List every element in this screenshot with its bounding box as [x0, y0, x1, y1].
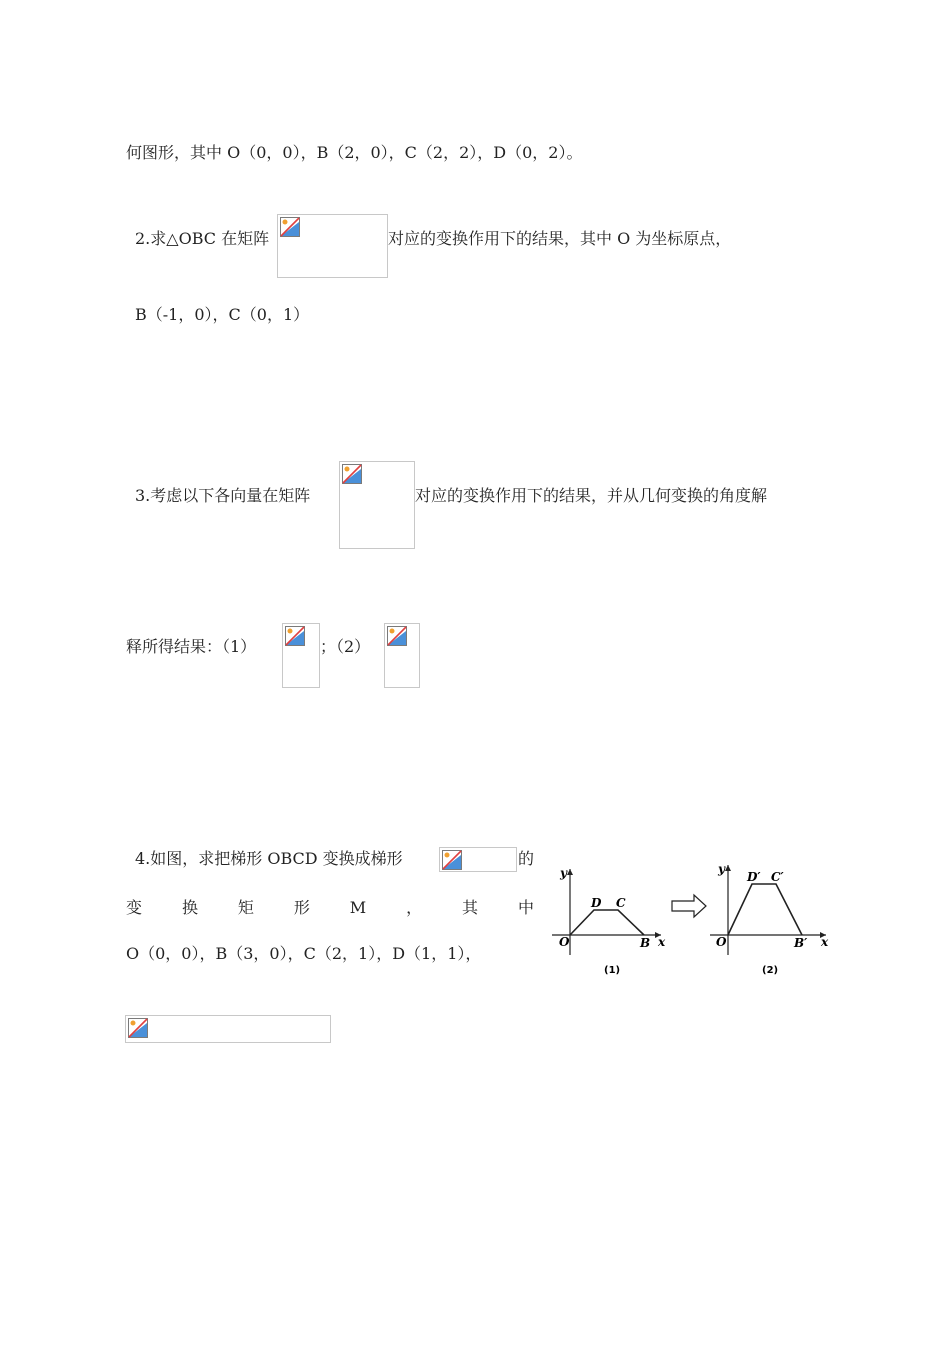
problem-3-separator: ；（2） — [320, 637, 371, 656]
char: 变 — [126, 898, 143, 917]
broken-image-icon — [442, 850, 462, 870]
matrix-image-3 — [339, 461, 415, 549]
char: 中 — [517, 898, 534, 917]
label-y: y — [560, 866, 567, 880]
label-d: D — [591, 896, 602, 910]
trapezoid-figure — [548, 855, 834, 983]
problem-4-text-b: 的 — [518, 849, 535, 868]
problem-4-justified-line — [126, 898, 534, 918]
figure-right — [710, 862, 829, 976]
label-d-prime: D′ — [747, 870, 761, 884]
label-c-prime: C′ — [771, 870, 784, 884]
trapezoid-name-image — [439, 847, 517, 872]
problem-3-text-c: 释所得结果：（1） — [126, 637, 257, 656]
figure-left — [552, 866, 666, 976]
y-axis-arrow — [567, 869, 573, 875]
caption-left: (1) — [604, 965, 621, 976]
broken-image-icon — [128, 1018, 148, 1038]
trapezoid-obcd — [570, 910, 644, 935]
label-c: C — [616, 896, 626, 910]
char: 其 — [462, 898, 479, 917]
broken-image-icon — [387, 626, 407, 646]
vector-image-2 — [384, 623, 420, 688]
char: 矩 — [237, 898, 254, 917]
problem-2-text-b: 对应的变换作用下的结果，其中 O 为坐标原点， — [388, 229, 732, 248]
caption-right: (2) — [762, 965, 779, 976]
problem-2-text-c: B（-1，0），C（0，1） — [135, 305, 310, 324]
label-o: O — [716, 935, 727, 949]
label-x: x — [821, 935, 829, 949]
char: 形 — [293, 898, 310, 917]
problem-4-text-a: 4.如图，求把梯形 OBCD 变换成梯形 — [135, 849, 403, 868]
char: M — [349, 898, 367, 917]
label-o: O — [559, 935, 570, 949]
answer-image — [125, 1015, 331, 1043]
problem-2-text-a: 2.求△OBC 在矩阵 — [135, 229, 270, 248]
text-line-1: 何图形，其中 O（0，0），B（2，0），C（2，2），D（0，2）。 — [126, 143, 583, 162]
label-b: B — [640, 936, 651, 950]
y-axis-arrow — [725, 865, 731, 871]
problem-4-text-d: O（0，0），B（3，0），C（2，1），D（1，1）， — [126, 944, 482, 963]
problem-3-text-a: 3.考虑以下各向量在矩阵 — [135, 486, 311, 505]
trapezoid-image — [728, 884, 802, 935]
hollow-right-arrow-icon — [672, 895, 706, 917]
vector-image-1 — [282, 623, 320, 688]
char: ， — [406, 898, 423, 917]
broken-image-icon — [342, 464, 362, 484]
char: 换 — [181, 898, 198, 917]
label-x: x — [658, 935, 666, 949]
broken-image-icon — [280, 217, 300, 237]
label-b-prime: B′ — [794, 936, 808, 950]
problem-3-text-b: 对应的变换作用下的结果，并从几何变换的角度解 — [415, 486, 768, 505]
broken-image-icon — [285, 626, 305, 646]
matrix-image-2 — [277, 214, 388, 278]
label-y: y — [718, 862, 725, 876]
